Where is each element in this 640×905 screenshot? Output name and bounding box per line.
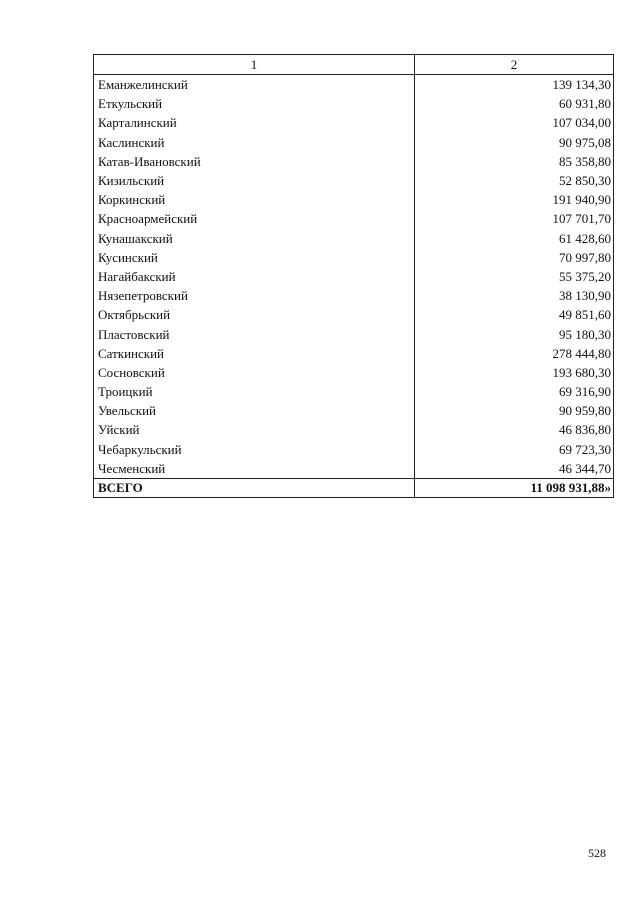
table-row bbox=[94, 440, 614, 459]
district-amount: 46 836,80 bbox=[415, 420, 614, 439]
district-name: Октябрьский bbox=[94, 305, 415, 324]
district-amount: 69 316,90 bbox=[415, 382, 614, 401]
table-row bbox=[94, 113, 614, 132]
district-name: Чесменский bbox=[94, 459, 415, 479]
table-row bbox=[94, 363, 614, 382]
table-row bbox=[94, 248, 614, 267]
district-amount: 46 344,70 bbox=[415, 459, 614, 479]
table-row bbox=[94, 94, 614, 113]
district-name: Нязепетровский bbox=[94, 286, 415, 305]
column-header-1: 1 bbox=[94, 55, 415, 75]
district-amount: 70 997,80 bbox=[415, 248, 614, 267]
table-row bbox=[94, 152, 614, 171]
table-row bbox=[94, 420, 614, 439]
district-amount: 107 034,00 bbox=[415, 113, 614, 132]
district-amount: 61 428,60 bbox=[415, 229, 614, 248]
district-name: Еманжелинский bbox=[94, 75, 415, 95]
district-name: Троицкий bbox=[94, 382, 415, 401]
district-amount: 69 723,30 bbox=[415, 440, 614, 459]
district-amount: 90 959,80 bbox=[415, 401, 614, 420]
table-body bbox=[94, 75, 614, 479]
district-name: Красноармейский bbox=[94, 209, 415, 228]
total-row bbox=[94, 478, 614, 497]
district-name: Уйский bbox=[94, 420, 415, 439]
table-row bbox=[94, 305, 614, 324]
table-header-row bbox=[94, 55, 614, 75]
district-amount: 60 931,80 bbox=[415, 94, 614, 113]
district-name: Карталинский bbox=[94, 113, 415, 132]
table-row bbox=[94, 401, 614, 420]
district-name: Коркинский bbox=[94, 190, 415, 209]
table-row bbox=[94, 171, 614, 190]
district-name: Каслинский bbox=[94, 133, 415, 152]
district-name: Еткульский bbox=[94, 94, 415, 113]
district-name: Пластовский bbox=[94, 324, 415, 343]
table-row bbox=[94, 75, 614, 95]
table-row bbox=[94, 382, 614, 401]
district-name: Кизильский bbox=[94, 171, 415, 190]
district-name: Сосновский bbox=[94, 363, 415, 382]
table-row bbox=[94, 209, 614, 228]
district-name: Чебаркульский bbox=[94, 440, 415, 459]
district-amount: 193 680,30 bbox=[415, 363, 614, 382]
total-value: 11 098 931,88» bbox=[415, 478, 614, 497]
district-amount: 85 358,80 bbox=[415, 152, 614, 171]
district-amount: 38 130,90 bbox=[415, 286, 614, 305]
table-row bbox=[94, 324, 614, 343]
table-row bbox=[94, 459, 614, 479]
district-name: Кунашакский bbox=[94, 229, 415, 248]
district-name: Нагайбакский bbox=[94, 267, 415, 286]
district-amount: 55 375,20 bbox=[415, 267, 614, 286]
district-amount: 107 701,70 bbox=[415, 209, 614, 228]
table-row bbox=[94, 190, 614, 209]
district-amount: 191 940,90 bbox=[415, 190, 614, 209]
table-row bbox=[94, 344, 614, 363]
district-name: Саткинский bbox=[94, 344, 415, 363]
district-amount: 139 134,30 bbox=[415, 75, 614, 95]
allocation-table bbox=[93, 54, 614, 498]
total-label: ВСЕГО bbox=[94, 478, 415, 497]
column-header-2: 2 bbox=[415, 55, 614, 75]
district-name: Увельский bbox=[94, 401, 415, 420]
district-name: Катав-Ивановский bbox=[94, 152, 415, 171]
table-row bbox=[94, 133, 614, 152]
district-amount: 49 851,60 bbox=[415, 305, 614, 324]
table-row bbox=[94, 267, 614, 286]
page-number: 528 bbox=[588, 846, 606, 860]
district-amount: 90 975,08 bbox=[415, 133, 614, 152]
district-amount: 278 444,80 bbox=[415, 344, 614, 363]
district-name: Кусинский bbox=[94, 248, 415, 267]
table-row bbox=[94, 229, 614, 248]
table-row bbox=[94, 286, 614, 305]
district-amount: 95 180,30 bbox=[415, 324, 614, 343]
district-amount: 52 850,30 bbox=[415, 171, 614, 190]
